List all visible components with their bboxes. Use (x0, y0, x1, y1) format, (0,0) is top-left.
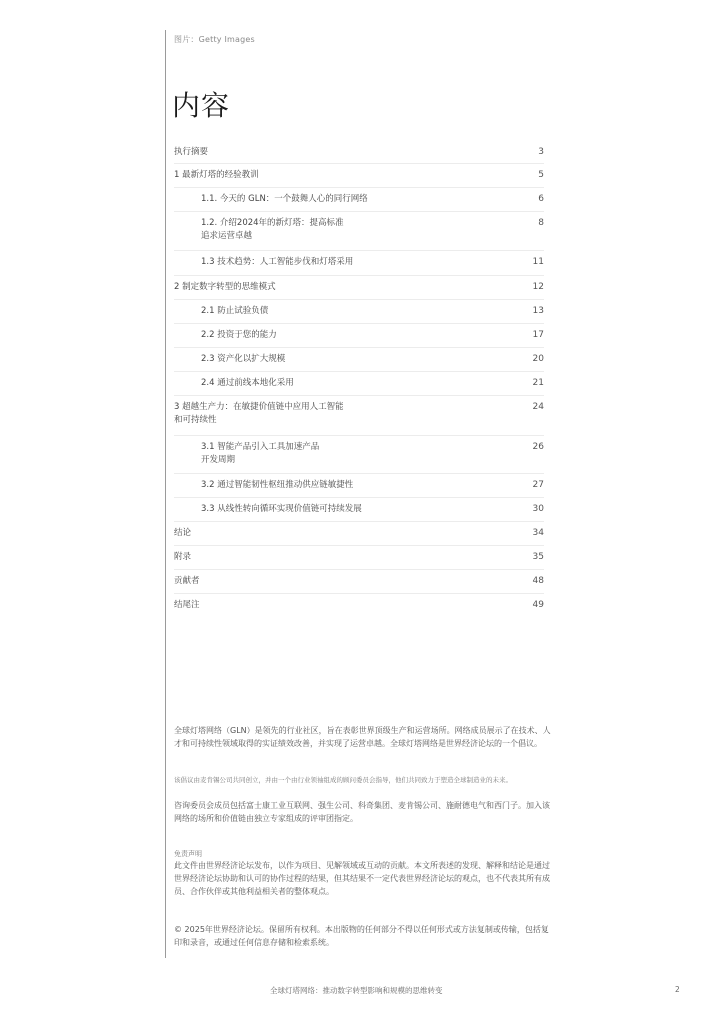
toc-entry-page: 12 (532, 282, 544, 292)
footer-title: 全球灯塔网络：推动数字转型影响和规模的思维转变 (270, 986, 443, 995)
toc-separator (174, 275, 544, 276)
toc-entry-page: 48 (532, 576, 544, 586)
toc-entry-title: 贡献者 (174, 576, 200, 586)
toc-separator (174, 323, 544, 324)
toc-entry-page: 13 (532, 306, 544, 316)
toc-separator (174, 187, 544, 188)
toc-separator (174, 163, 544, 164)
toc-entry-title: 2.1 防止试验负债 (201, 306, 269, 316)
toc-entry-title: 结尾注 (174, 600, 200, 610)
toc-separator (174, 347, 544, 348)
toc-entry-page: 11 (532, 257, 544, 267)
toc-separator (174, 299, 544, 300)
toc-entry-page: 49 (532, 600, 544, 610)
toc-separator (174, 569, 544, 570)
toc-entry-title: 附录 (174, 552, 192, 562)
toc-separator (174, 473, 544, 474)
page-title: 内容 (172, 89, 231, 122)
toc-separator (174, 435, 544, 436)
toc-entry-page: 21 (532, 378, 544, 388)
toc-entry-page: 8 (538, 218, 544, 228)
toc-entry-title: 结论 (174, 528, 192, 538)
toc-entry-title: 1.2. 介绍2024年的新灯塔：提高标准 追求运营卓越 (201, 218, 344, 241)
image-credit: 图片：Getty Images (174, 35, 255, 44)
toc-entry-page: 20 (532, 354, 544, 364)
toc-entry-title: 1.3 技术趋势：人工智能步伐和灯塔采用 (201, 257, 354, 267)
toc-entry-title: 1 最新灯塔的经验教训 (174, 170, 259, 180)
footer-page-number: 2 (675, 985, 680, 994)
toc-entry-title: 3.1 智能产品引入工具加速产品 开发周期 (201, 442, 320, 465)
toc-entry-title: 3.3 从线性转向循环实现价值链可持续发展 (201, 504, 362, 514)
toc-separator (174, 395, 544, 396)
toc-separator (174, 250, 544, 251)
toc-entry-title: 3.2 通过智能韧性枢纽推动供应链敏捷性 (201, 480, 354, 490)
copyright-text: © 2025年世界经济论坛。保留所有权利。本出版物的任何部分不得以任何形式或方法复制或传输，包括复印和录音，或通过任何信息存储和检索系统。 (174, 925, 549, 947)
toc-separator (174, 371, 544, 372)
toc-separator (174, 545, 544, 546)
toc-entry-page: 34 (532, 528, 544, 538)
toc-entry-page: 30 (532, 504, 544, 514)
vertical-rule (165, 30, 166, 958)
toc-entry-title: 1.1. 今天的 GLN：一个鼓舞人心的同行网络 (201, 194, 368, 204)
toc-entry-page: 35 (532, 552, 544, 562)
toc-entry-page: 6 (538, 194, 544, 204)
toc-separator (174, 593, 544, 594)
toc-entry-title: 2.3 资产化以扩大规模 (201, 354, 286, 364)
toc-entry-title: 执行摘要 (174, 147, 209, 157)
toc-entry-page: 5 (538, 170, 544, 180)
toc-separator (174, 497, 544, 498)
about-paragraph-2: 该倡议由麦肯锡公司共同创立，并由一个由行业领袖组成的顾问委员会指导，他们共同致力于塑造全球制造业的未来。 (174, 776, 512, 784)
toc-entry-page: 24 (532, 402, 544, 412)
toc-entry-title: 3 超越生产力：在敏捷价值链中应用人工智能 和可持续性 (174, 402, 344, 425)
toc-separator (174, 521, 544, 522)
toc-entry-title: 2 制定数字转型的思维模式 (174, 282, 276, 292)
disclaimer-text: 此文件由世界经济论坛发布，以作为项目、见解领域或互动的贡献。本文所表述的发现、解释和结论是通过世界经济论坛协助和认可的协作过程的结果，但其结果不一定代表世界经济论坛的观点，也不代表其所有成员、合作伙伴或其他利益相关者的整体观点。 (174, 861, 550, 896)
toc-entry-title: 2.4 通过前线本地化采用 (201, 378, 294, 388)
toc-separator (174, 211, 544, 212)
toc-entry-page: 27 (532, 480, 544, 490)
toc-entry-page: 26 (532, 442, 544, 452)
toc-entry-page: 3 (538, 147, 544, 157)
about-paragraph-3: 咨询委员会成员包括富士康工业互联网、强生公司、科奇集团、麦肯锡公司、施耐德电气和西门子。加入该网络的场所和价值链由独立专家组成的评审团指定。 (174, 801, 550, 823)
disclaimer-heading: 免责声明 (174, 850, 202, 858)
toc-entry-page: 17 (532, 330, 544, 340)
toc-entry-title: 2.2 投资于您的能力 (201, 330, 277, 340)
about-paragraph-1: 全球灯塔网络（GLN）是领先的行业社区，旨在表彰世界顶级生产和运营场所。网络成员展示了在技术、人才和可持续性领域取得的实证绩效改善，并实现了运营卓越。全球灯塔网络是世界经济论坛的一个倡议。 (174, 726, 551, 748)
